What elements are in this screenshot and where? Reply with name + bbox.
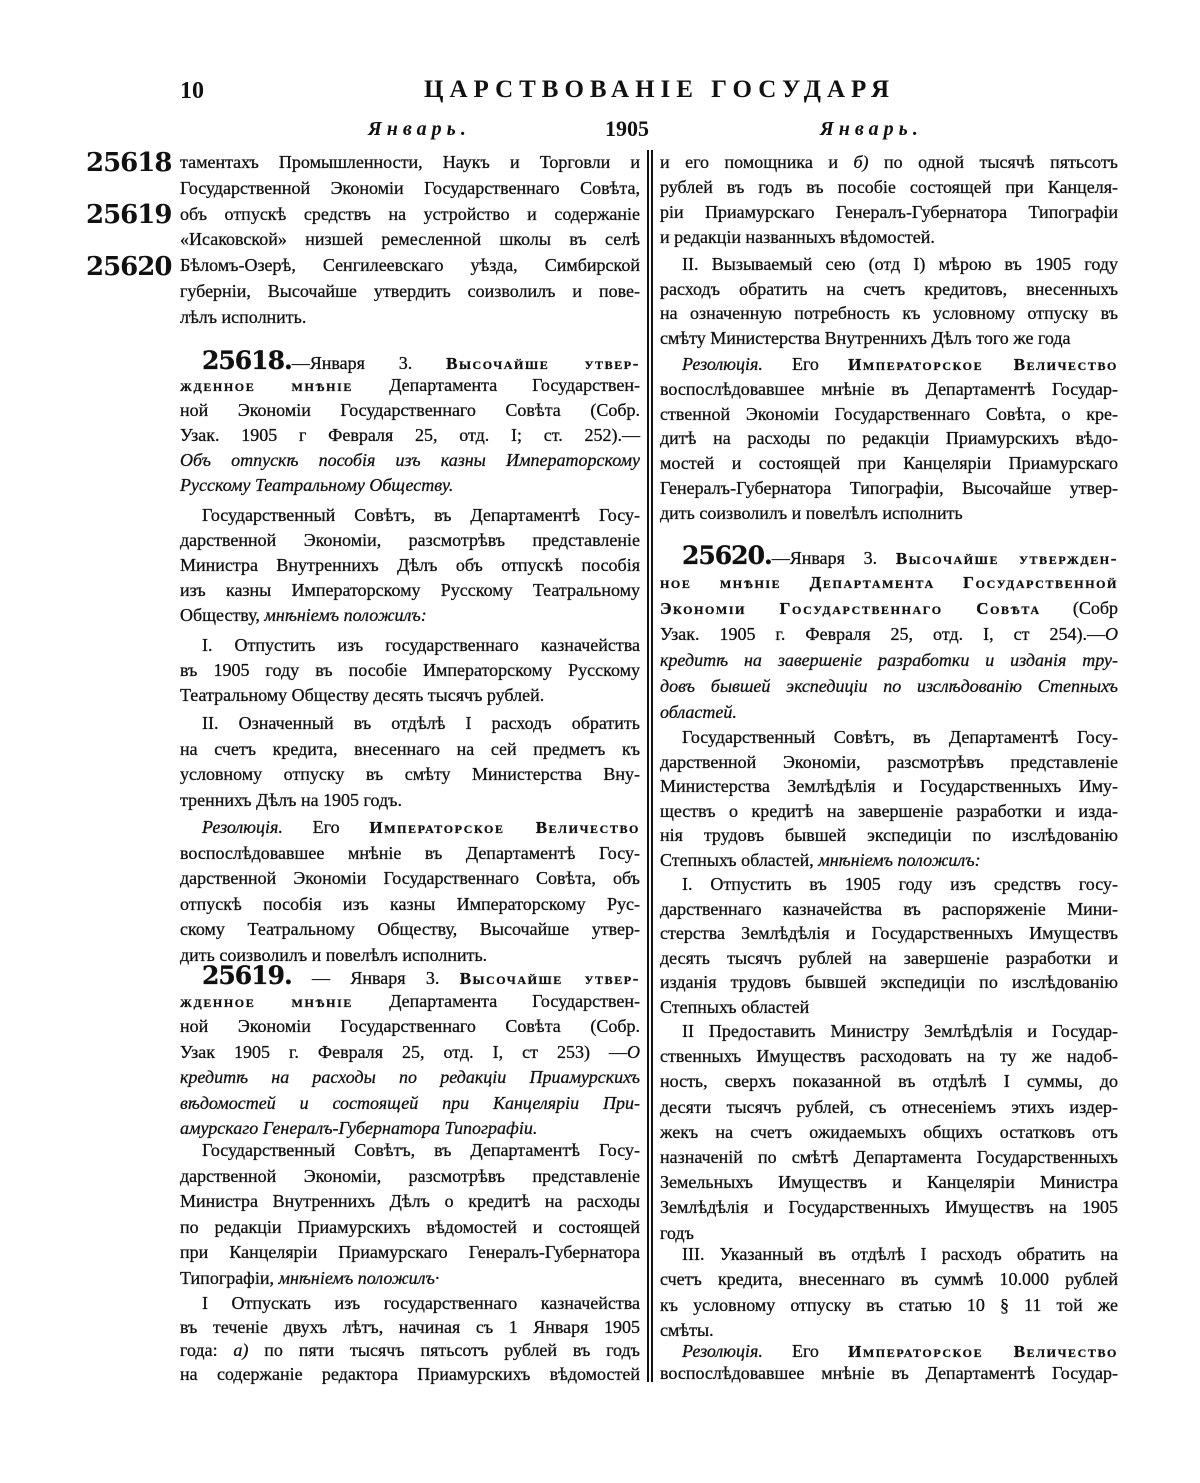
paragraph [660,352,1118,526]
paragraph [180,150,640,331]
text-segment: по пяти тысячъ пятьсотъ рублей въ годъ [248,1340,640,1360]
text-line: отпускѣ пособія изъ казны Императорскому Рус- [180,893,640,914]
text-line [180,1266,640,1292]
text-line: условному отпуску въ смѣту Министерства Вну- [180,764,640,784]
text-segment: жденное мнѣніе [180,376,390,395]
text-segment: Резолюція. [682,354,763,374]
text-line [660,543,1118,569]
text-segment: жденное мнѣніе [180,991,390,1011]
margin-number: 25618 [86,148,172,178]
text-line: Землѣдѣлія и Государственныхъ Имуществъ на 1905 [660,1197,1118,1218]
margin-number: 25620 [86,252,172,282]
text-line: II Предоставить Министру Землѣдѣлія и Государ- [682,1021,1118,1041]
paragraph [180,1138,640,1291]
text-segment: О [1105,624,1118,644]
paragraph [180,815,640,968]
text-segment: (Собр [1040,598,1118,618]
paragraph [180,503,640,628]
text-line: Министра Внутреннихъ Дѣлъ объ отпускѣ пособія [180,555,640,575]
text-line: стерства Землѣдѣлія и Государственныхъ Имуществъ [660,923,1118,944]
text-line: таментахъ Промышленности, Наукъ и Торговли и [180,152,640,172]
text-line [660,647,1118,673]
text-segment: Высочайше утвер- [459,969,640,988]
text-line [660,595,1118,621]
text-line: Театральному Обществу десять тысячъ рублей. [180,685,545,705]
text-segment: по одной тысячѣ пятьсотъ [868,152,1118,172]
text-line [180,1065,640,1091]
text-segment: —Января 3. [291,353,447,373]
text-line: дарственной Экономіи Государственнаго Совѣта, объ [180,868,640,888]
section-number: 25618. [202,346,292,375]
text-segment: Объ отпускѣ пособія изъ казны Императорскому [180,450,640,470]
text-segment: мнѣніемъ положилъ: [264,605,427,625]
text-line: на содержаніе редактора Приамурскихъ вѣдомостей [180,1363,640,1384]
text-line: дить соизволилъ и повелѣлъ исполнить [660,502,963,523]
text-line: въ 1905 году въ пособіе Императорскому Русскому [180,660,640,680]
text-line [180,1040,640,1066]
text-line: ной Экономіи Государственнаго Совѣта (Собр. [180,1016,640,1036]
text-line: Генералъ-Губернатора Типографіи, Высочайше утвер- [660,477,1118,498]
text-segment: Департамента Государствен- [389,990,640,1011]
text-line: дить соизволилъ и повелѣлъ исполнить. [180,944,488,965]
text-line: воспослѣдовавшее мнѣніе въ Департаментѣ Государ- [660,1363,1118,1383]
text-segment: Императорское Величество [848,355,1118,374]
text-line: Министерства Землѣдѣлія и Государственныхъ Иму- [660,776,1118,796]
paragraph [660,252,1118,351]
text-segment: амурскаго Генералъ-Губернатора Типографіи. [180,1118,538,1138]
text-segment: и его помощника и [660,152,854,172]
text-line [660,352,1118,377]
text-segment: Высочайше утвер- [446,354,640,373]
paragraph [660,1242,1118,1343]
text-segment: ное мнѣніе Департамента Государственной [660,573,1118,592]
text-line: ной Экономіи Государственнаго Совѣта (Собр. [180,400,640,420]
text-line: объ отпускѣ средствъ на устройство и содержаніе [180,203,640,224]
text-segment: Резолюція. [682,1341,763,1361]
page-number: 10 [180,78,204,104]
paragraph [180,963,640,1142]
text-line: I. Отпустить изъ государственнаго казначейства [202,635,640,655]
text-line: на означенную потребность къ условному отпуску въ [660,303,1118,324]
running-title: ЦАРСТВОВАНІЕ ГОСУДАРЯ [424,76,896,103]
text-line: Бѣломъ-Озерѣ, Сенгилеевскаго уѣзда, Симбирской [180,255,640,276]
text-line: Государственной Экономіи Государственнаго Совѣта, [180,177,640,198]
text-line: рублей въ годъ въ пособіе состоящей при Канцеля- [660,177,1118,197]
text-line: Земельныхъ Имуществъ и Канцеляріи Министра [660,1172,1118,1193]
text-segment: довъ бывшей экспедиціи по изслѣдованію Степныхъ [660,676,1118,696]
text-segment: Экономіи Государственнаго Совѣта [660,599,1041,618]
text-segment: Обществу, [180,605,265,625]
month-right: Январь. [820,118,923,140]
text-line: дарственной Экономіи, разсмотрѣвъ представленіе [180,530,640,550]
text-line: губерніи, Высочайше утвердить соизволилъ и пове- [180,280,640,301]
text-line [660,848,1118,873]
text-segment: кредитѣ на завершеніе разработки и изданія тру- [660,650,1118,670]
margin-number: 25619 [86,200,172,230]
text-segment: Его [762,1341,849,1361]
paragraph [660,1340,1118,1384]
text-line: и редакціи названныхъ вѣдомостей. [660,227,935,247]
text-line [180,815,640,841]
text-line: дарственной Экономіи, разсмотрѣвъ представленіе [660,751,1118,772]
text-line [180,448,640,473]
paragraph [660,872,1118,1020]
text-segment: —Января 3. [771,548,896,568]
section-number: 25619. [202,961,292,990]
text-segment: Типографіи, [180,1267,279,1288]
text-line: дарственнаго казначейства въ распоряженіе Мини- [660,898,1118,919]
text-line: изданія трудовъ бывшей экспедиціи по изслѣдованію [660,972,1118,993]
text-segment: Его [762,354,849,374]
text-line: Степныхъ областей [660,996,810,1017]
text-line [660,150,1118,175]
text-segment: мнѣніемъ положилъ: [818,849,981,870]
text-segment: Его [282,817,370,837]
text-line: Государственный Совѣтъ, въ Департаментѣ Госу- [202,1140,640,1160]
text-line [660,621,1118,647]
text-line: мостей и состоящей при Канцеляріи Приамурскаго [660,453,1118,474]
text-line: Узак. 1905 г Февраля 25, отд. I; ст. 252).— [180,425,640,445]
text-segment: Узак. 1905 г. Февраля 25, отд. I, ст 254).— [660,624,1105,644]
text-line: счетъ кредита, внесеннаго въ суммѣ 10.000 рублей [660,1269,1118,1290]
text-segment: вѣдомостей и состоящей при Канцеляріи При- [180,1092,640,1113]
text-line: на счетъ кредита, внесеннаго на сей предметъ къ [180,738,640,759]
text-segment: мнѣніемъ положилъ· [278,1267,440,1288]
text-segment: Степныхъ областей, [660,849,819,870]
text-segment: Русскому Театральному Обществу. [180,475,454,495]
text-segment: Высочайше утвержден- [895,549,1118,568]
text-line: I Отпускать изъ государственнаго казначейства [202,1293,640,1313]
text-segment: Узак 1905 г. Февраля 25, отд. I, ст 253) — [180,1041,627,1062]
section-number: 25620. [682,541,772,570]
text-line: нія трудовъ бывшей экспедиціи по изслѣдованію [660,825,1118,845]
text-line: воспослѣдовавшее мнѣніе въ Департаментѣ Госу- [180,842,640,863]
text-segment: О [627,1041,640,1062]
text-line: назначеній по смѣтѣ Департамента Государственныхъ [660,1146,1118,1167]
text-line: II. Вызываемый сею (отд I) мѣрою въ 1905 году [682,254,1118,274]
text-line: дитѣ на расходы по редакціи Приамурскихъ вѣдо- [660,428,1118,449]
text-line: къ условному отпуску въ статью 10 § 11 той же [660,1294,1118,1315]
text-line: треннихъ Дѣлъ на 1905 годъ. [180,789,402,810]
text-line: при Канцеляріи Приамурскаго Генералъ-Губернатора [180,1242,640,1262]
text-line: ственныхъ Имуществъ расходовать на ту же надоб- [660,1046,1118,1067]
text-line: жекъ на счетъ ожидаемыхъ общихъ остатковъ отъ [660,1121,1118,1142]
text-line: лѣлъ исполнить. [180,306,307,327]
month-left: Январь. [368,118,471,140]
text-segment: — Января 3. [291,968,460,988]
text-line: расходъ обратить на счетъ кредитовъ, внесенныхъ [660,278,1118,299]
text-segment: Императорское Величество [369,818,640,837]
text-line: ственной Экономіи Государственнаго Совѣта, о кре- [660,403,1118,424]
text-line: десяти тысячъ рублей, съ отнесеніемъ этихъ издер- [660,1096,1118,1117]
text-line [660,699,1118,725]
text-line [180,963,640,989]
text-segment: кредитѣ на расходы по редакціи Приамурскихъ [180,1067,640,1087]
text-line: дарственной Экономіи, разсмотрѣвъ представленіе [180,1165,640,1186]
text-line [180,373,640,398]
text-segment: а) [233,1340,249,1360]
text-line: воспослѣдовавшее мнѣніе въ Департаментѣ Государ- [660,378,1118,399]
text-line [180,1339,640,1363]
text-line [180,603,640,628]
text-segment: Резолюція. [202,817,283,837]
text-segment: года: [180,1340,234,1360]
text-line [660,569,1118,595]
text-line: «Исаковской» низшей ремесленной школы въ селѣ [180,229,640,250]
paragraph [180,348,640,498]
text-line [180,348,640,373]
text-line: Государственный Совѣтъ, въ Департаментѣ Госу- [682,727,1118,747]
year: 1905 [605,116,649,141]
text-line: II. Означенный въ отдѣлѣ I расходъ обратить [202,713,640,733]
text-segment: Императорское Величество [848,1342,1118,1361]
text-line: ность, сверхъ показанной въ отдѣлѣ I суммы, до [660,1071,1118,1092]
text-segment: б) [853,152,869,172]
paragraph [660,1019,1118,1246]
text-line: III. Указанный въ отдѣлѣ I расходъ обратить на [682,1244,1118,1264]
text-line [180,473,640,498]
text-line: ріи Приамурскаго Генералъ-Губернатора Типографіи [660,202,1118,222]
text-segment: областей. [660,702,737,722]
text-line: по редакціи Приамурскихъ вѣдомостей и состоящей [180,1216,640,1237]
paragraph [180,633,640,708]
text-line: смѣты. [660,1319,714,1340]
paragraph [180,711,640,813]
text-line [180,1091,640,1117]
text-line [660,673,1118,699]
text-line: десять тысячъ рублей на завершеніе разработки и [660,947,1118,968]
paragraph [660,725,1118,872]
text-line: въ теченіе двухъ лѣтъ, начиная съ 1 Января 1905 [180,1316,640,1337]
text-line: изъ казны Императорскому Русскому Театральному [180,580,640,600]
text-segment: Департамента Государствен- [389,375,640,395]
text-line: годъ [660,1222,694,1243]
text-line: скому Театральному Обществу, Высочайше утвер- [180,919,640,939]
column-divider [647,150,653,1382]
text-line [660,1340,1118,1362]
paragraph [660,150,1118,250]
text-line [180,989,640,1015]
text-line: Министра Внутреннихъ Дѣлъ о кредитѣ на расходы [180,1191,640,1211]
paragraph [660,543,1118,725]
text-line: смѣту Министерства Внутреннихъ Дѣлъ того же года [660,328,1071,349]
paragraph [180,1292,640,1386]
text-line: Государственный Совѣтъ, въ Департаментѣ Госу- [202,505,640,525]
text-line: ществъ о кредитѣ на завершеніе разработки и изда- [660,800,1118,821]
text-line: I. Отпустить въ 1905 году изъ средствъ госу- [682,874,1118,894]
